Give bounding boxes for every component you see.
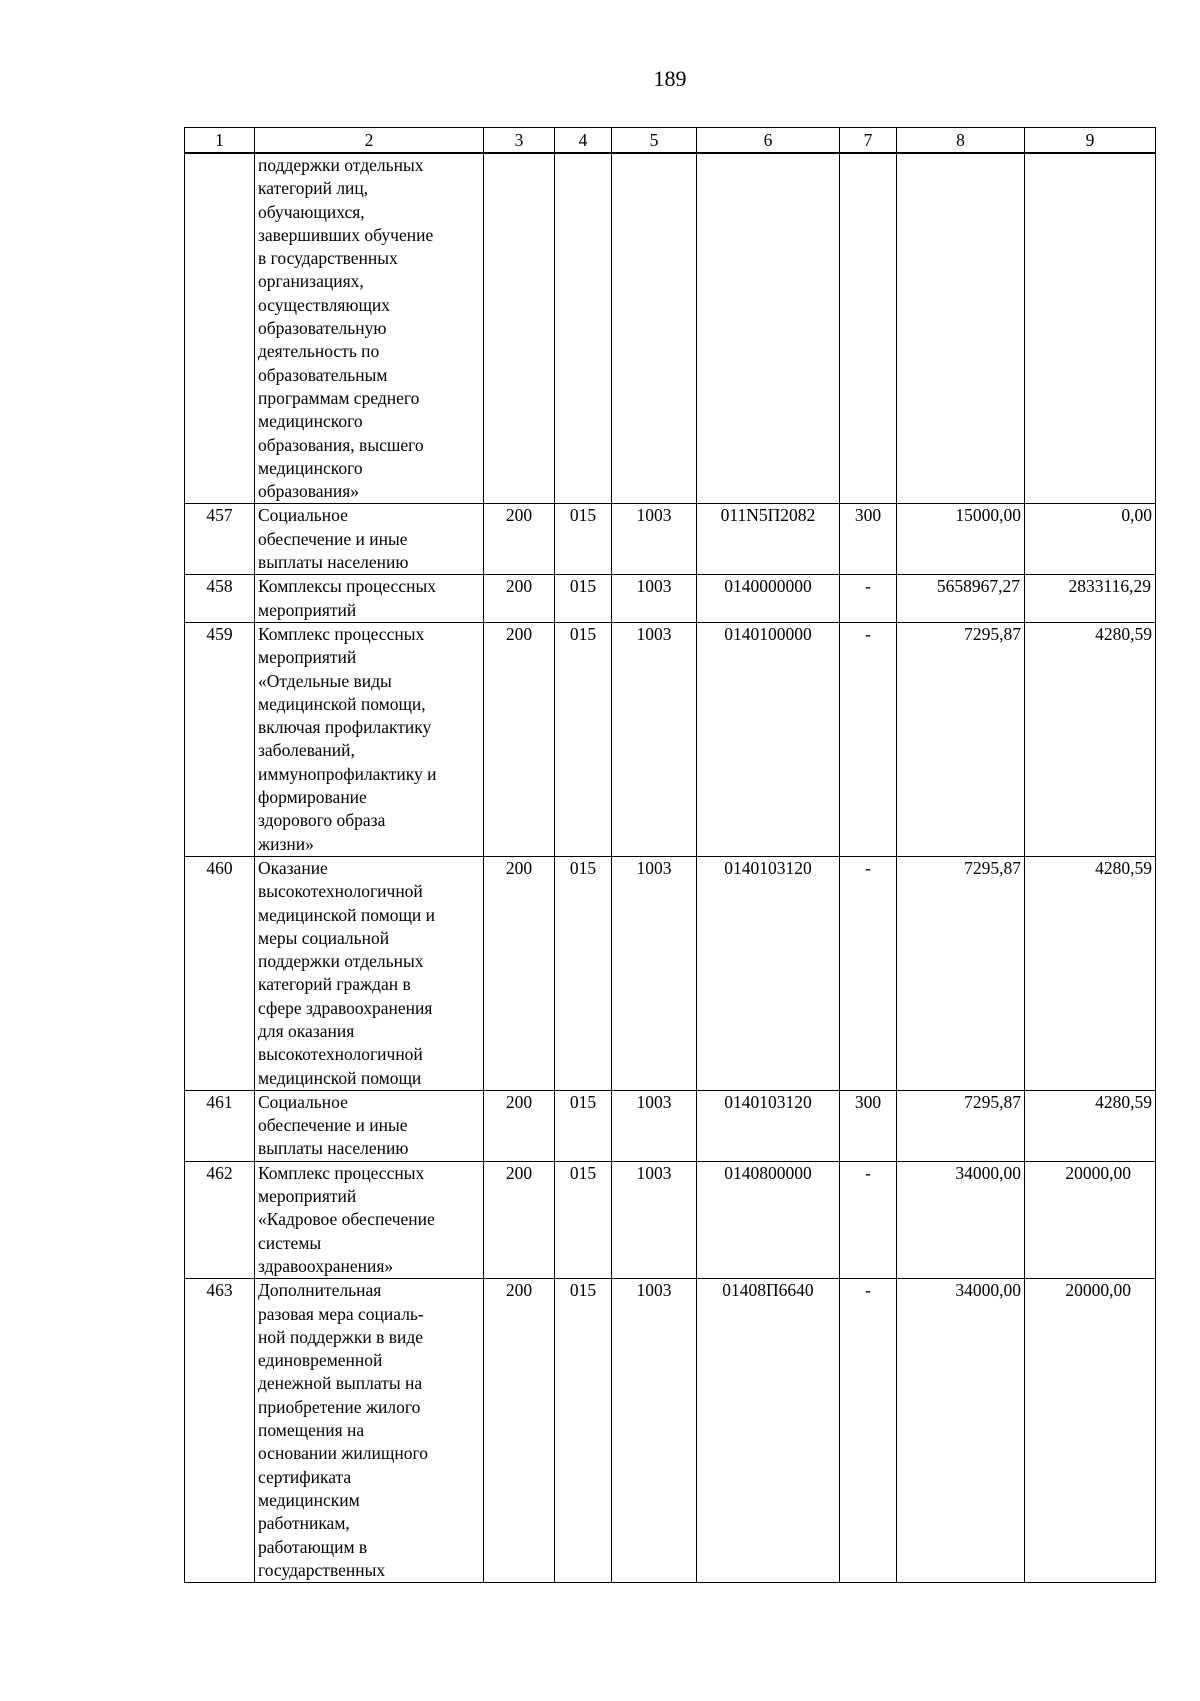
- cell-col4: 015: [555, 575, 612, 623]
- cell-col6: [697, 153, 840, 504]
- cell-col4: 015: [555, 856, 612, 1090]
- cell-col4: 015: [555, 1161, 612, 1278]
- table-row: [185, 1279, 1156, 1583]
- row-number: 457: [185, 504, 255, 575]
- cell-col3: 200: [484, 856, 555, 1090]
- cell-col6: 011N5П2082: [697, 504, 840, 575]
- cell-col4: 015: [555, 622, 612, 856]
- cell-col3: 200: [484, 622, 555, 856]
- column-header: 9: [1025, 128, 1156, 154]
- row-name: Дополнительная разовая мера социаль- ной поддержки в виде единовременной денежной выплаты на приобретение жилого помещения на основании жилищного сертификата медицинским работникам, работающим в государственных: [255, 1279, 484, 1583]
- cell-col5: 1003: [612, 575, 697, 623]
- table-row: [185, 575, 1156, 623]
- table-row: [185, 153, 1156, 504]
- cell-col8: 7295,87: [897, 1090, 1025, 1161]
- row-name: Оказание высокотехнологичной медицинской помощи и меры социальной поддержки отдельных категорий граждан в сфере здравоохранения для оказания высокотехнологичной медицинской помощи: [255, 856, 484, 1090]
- cell-col6: 0140103120: [697, 856, 840, 1090]
- cell-col4: 015: [555, 1090, 612, 1161]
- row-name: Комплексы процессных мероприятий: [255, 575, 484, 623]
- cell-col9: [1025, 153, 1156, 504]
- cell-col7: -: [840, 856, 897, 1090]
- row-number: [185, 153, 255, 504]
- table-row: [185, 1161, 1156, 1278]
- row-name: поддержки отдельных категорий лиц, обучающихся, завершивших обучение в государственных организациях, осуществляющих образовательную деятельность по образовательным программам среднего медицинского образования, высшего медицинского образования»: [255, 153, 484, 504]
- cell-col8: 5658967,27: [897, 575, 1025, 623]
- row-number: 462: [185, 1161, 255, 1278]
- row-name: Социальное обеспечение и иные выплаты населению: [255, 1090, 484, 1161]
- cell-col6: 0140000000: [697, 575, 840, 623]
- column-header: 3: [484, 128, 555, 154]
- cell-col8: 15000,00: [897, 504, 1025, 575]
- row-name: Комплекс процессных мероприятий «Отдельные виды медицинской помощи, включая профилактику заболеваний, иммунопрофилактику и формирование здорового образа жизни»: [255, 622, 484, 856]
- cell-col8: 34000,00: [897, 1161, 1025, 1278]
- cell-col4: 015: [555, 504, 612, 575]
- row-number: 463: [185, 1279, 255, 1583]
- row-number: 459: [185, 622, 255, 856]
- cell-col8: [897, 153, 1025, 504]
- cell-col9: 4280,59: [1025, 622, 1156, 856]
- cell-col7: -: [840, 1279, 897, 1583]
- table-row: [185, 622, 1156, 856]
- cell-col9: 4280,59: [1025, 856, 1156, 1090]
- column-header: 5: [612, 128, 697, 154]
- cell-col6: 01408П6640: [697, 1279, 840, 1583]
- row-name: Социальное обеспечение и иные выплаты населению: [255, 504, 484, 575]
- table-row: [185, 856, 1156, 1090]
- cell-col5: 1003: [612, 1279, 697, 1583]
- row-number: 461: [185, 1090, 255, 1161]
- cell-col6: 0140100000: [697, 622, 840, 856]
- cell-col3: 200: [484, 1279, 555, 1583]
- cell-col4: [555, 153, 612, 504]
- cell-col6: 0140800000: [697, 1161, 840, 1278]
- cell-col8: 34000,00: [897, 1279, 1025, 1583]
- row-number: 458: [185, 575, 255, 623]
- cell-col9: 20000,00: [1025, 1161, 1156, 1278]
- cell-col7: -: [840, 1161, 897, 1278]
- cell-col5: 1003: [612, 1090, 697, 1161]
- cell-col4: 015: [555, 1279, 612, 1583]
- cell-col3: [484, 153, 555, 504]
- cell-col6: 0140103120: [697, 1090, 840, 1161]
- cell-col7: -: [840, 622, 897, 856]
- cell-col5: 1003: [612, 622, 697, 856]
- cell-col7: [840, 153, 897, 504]
- cell-col7: 300: [840, 1090, 897, 1161]
- cell-col8: 7295,87: [897, 856, 1025, 1090]
- column-header: 2: [255, 128, 484, 154]
- cell-col3: 200: [484, 1090, 555, 1161]
- cell-col8: 7295,87: [897, 622, 1025, 856]
- budget-table: [184, 127, 1156, 1583]
- table-row: [185, 504, 1156, 575]
- cell-col3: 200: [484, 1161, 555, 1278]
- cell-col7: 300: [840, 504, 897, 575]
- page-number: 189: [653, 66, 687, 91]
- column-header: 1: [185, 128, 255, 154]
- column-header: 7: [840, 128, 897, 154]
- column-header: 6: [697, 128, 840, 154]
- table-row: [185, 1090, 1156, 1161]
- cell-col9: 4280,59: [1025, 1090, 1156, 1161]
- cell-col5: 1003: [612, 504, 697, 575]
- cell-col3: 200: [484, 575, 555, 623]
- cell-col9: 0,00: [1025, 504, 1156, 575]
- cell-col3: 200: [484, 504, 555, 575]
- cell-col9: 20000,00: [1025, 1279, 1156, 1583]
- cell-col5: 1003: [612, 856, 697, 1090]
- column-header: 8: [897, 128, 1025, 154]
- cell-col7: -: [840, 575, 897, 623]
- row-number: 460: [185, 856, 255, 1090]
- header-row: [185, 128, 1156, 154]
- row-name: Комплекс процессных мероприятий «Кадровое обеспечение системы здравоохранения»: [255, 1161, 484, 1278]
- cell-col5: [612, 153, 697, 504]
- cell-col5: 1003: [612, 1161, 697, 1278]
- cell-col9: 2833116,29: [1025, 575, 1156, 623]
- column-header: 4: [555, 128, 612, 154]
